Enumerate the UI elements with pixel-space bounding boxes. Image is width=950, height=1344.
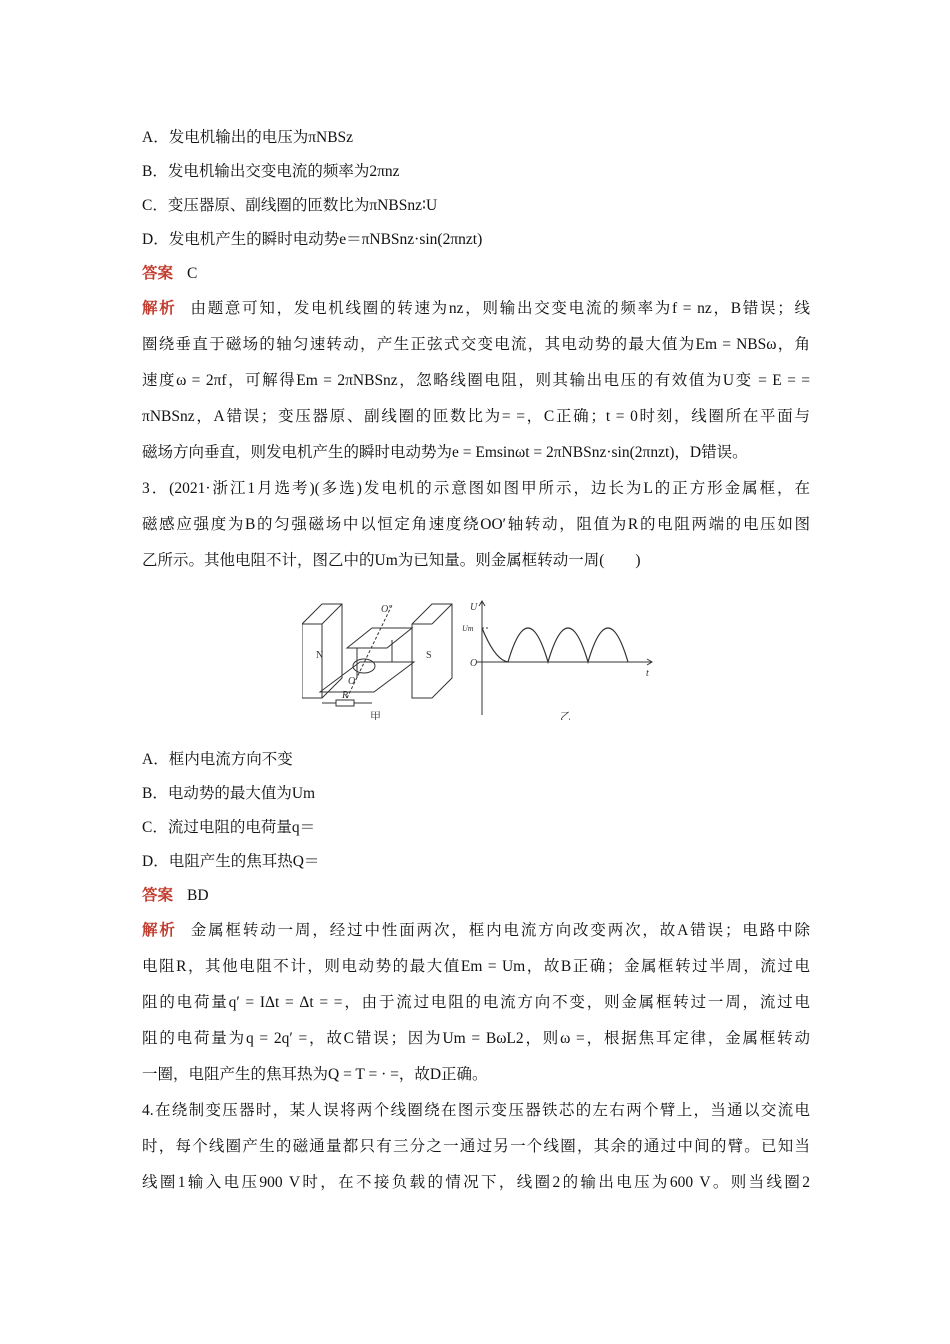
answer-value: BD — [187, 887, 209, 904]
answer-row — [142, 264, 197, 284]
option-b: B．电动势的最大值为Um — [142, 785, 316, 802]
analysis-line — [142, 921, 810, 941]
option-b: B．发电机输出交变电流的频率为2πnz — [142, 163, 400, 180]
option-c: C．变压器原、副线圈的匝数比为πNBSnz∶U — [142, 197, 438, 214]
option-c: C．流过电阻的电荷量q＝ — [142, 819, 316, 836]
analysis-line: 一圈，电阻产生的焦耳热为Q = T = · =，故D正确。 — [142, 1066, 488, 1083]
question-4-line: 线圈1输入电压900 V时，在不接负载的情况下，线圈2的输出电压为600 V。则当线圈2 — [142, 1174, 810, 1191]
graph-t-axis-label: t — [646, 668, 649, 679]
question-3-line: 3．(2021·浙江1月选考)(多选)发电机的示意图如图甲所示，边长为L的正方形金属框，在 — [142, 480, 810, 497]
generator-diagram — [302, 600, 662, 720]
analysis-line: 速度ω = 2πf，可解得Em = 2πNBSnz，忽略线圈电阻，则其输出电压的有效值为U变 = E = = — [142, 372, 810, 389]
analysis-text: 由题意可知，发电机线圈的转速为nz，则输出交变电流的频率为f = nz，B错误；线 — [190, 300, 810, 317]
graph-u-axis-label: U — [470, 602, 478, 613]
answer-value: C — [187, 265, 198, 282]
figure-generator — [302, 600, 662, 725]
answer-label: 答案 — [142, 887, 174, 904]
figure-jia-label: 甲 — [370, 711, 381, 720]
graph-origin-label: O — [470, 658, 478, 669]
answer-row — [142, 886, 209, 906]
analysis-label: 解析 — [142, 922, 177, 939]
analysis-line: 阻的电荷量为q = 2q′ =，故C错误；因为Um = BωL2，则ω =，根据焦耳定律，金属框转动 — [142, 1030, 810, 1047]
analysis-line: πNBSnz，A错误；变压器原、副线圈的匝数比为= =，C正确；t = 0时刻，线圈所在平面与 — [142, 408, 810, 425]
figure-yi-label: 乙 — [560, 711, 571, 720]
analysis-line: 电阻R，其他电阻不计，则电动势的最大值Em = Um，故B正确；金属框转过半周，流过电 — [142, 958, 810, 975]
analysis-line: 圈绕垂直于磁场的轴匀速转动，产生正弦式交变电流，其电动势的最大值为Em = NBSω，角 — [142, 336, 810, 353]
rectified-sine-curve — [482, 628, 628, 662]
magnet-n-label: N — [316, 650, 324, 661]
axis-o-prime-label: O′ — [381, 604, 391, 615]
graph-um-label: Um — [462, 624, 474, 633]
question-4-line: 4.在绕制变压器时，某人误将两个线圈绕在图示变压器铁芯的左右两个臂上，当通以交流电 — [142, 1102, 810, 1119]
question-3-line: 磁感应强度为B的匀强磁场中以恒定角速度绕OO′轴转动，阻值为R的电阻两端的电压如图 — [142, 516, 810, 533]
analysis-line: 磁场方向垂直，则发电机产生的瞬时电动势为e = Emsinωt = 2πNBSnz·sin(2πnzt)，D错误。 — [142, 444, 748, 461]
question-4-line: 时，每个线圈产生的磁通量都只有三分之一通过另一个线圈，其余的通过中间的臂。已知当 — [142, 1138, 810, 1155]
analysis-line — [142, 299, 810, 319]
resistor-r-label: R — [342, 690, 349, 701]
option-d: D．发电机产生的瞬时电动势e＝πNBSnz·sin(2πnzt) — [142, 231, 483, 248]
option-a: A．发电机输出的电压为πNBSz — [142, 129, 354, 146]
analysis-line: 阻的电荷量q′ = IΔt = Δt = =，由于流过电阻的电流方向不变，则金属框转过一周，流过电 — [142, 994, 810, 1011]
analysis-label: 解析 — [142, 300, 177, 317]
option-a: A．框内电流方向不变 — [142, 751, 293, 768]
answer-label: 答案 — [142, 265, 174, 282]
axis-o-label: O — [348, 676, 356, 687]
magnet-s-label: S — [426, 650, 432, 661]
question-3-line: 乙所示。其他电阻不计，图乙中的Um为已知量。则金属框转动一周( ) — [142, 552, 641, 569]
analysis-text: 金属框转动一周，经过中性面两次，框内电流方向改变两次，故A错误；电路中除 — [190, 922, 810, 939]
option-d: D．电阻产生的焦耳热Q＝ — [142, 853, 320, 870]
